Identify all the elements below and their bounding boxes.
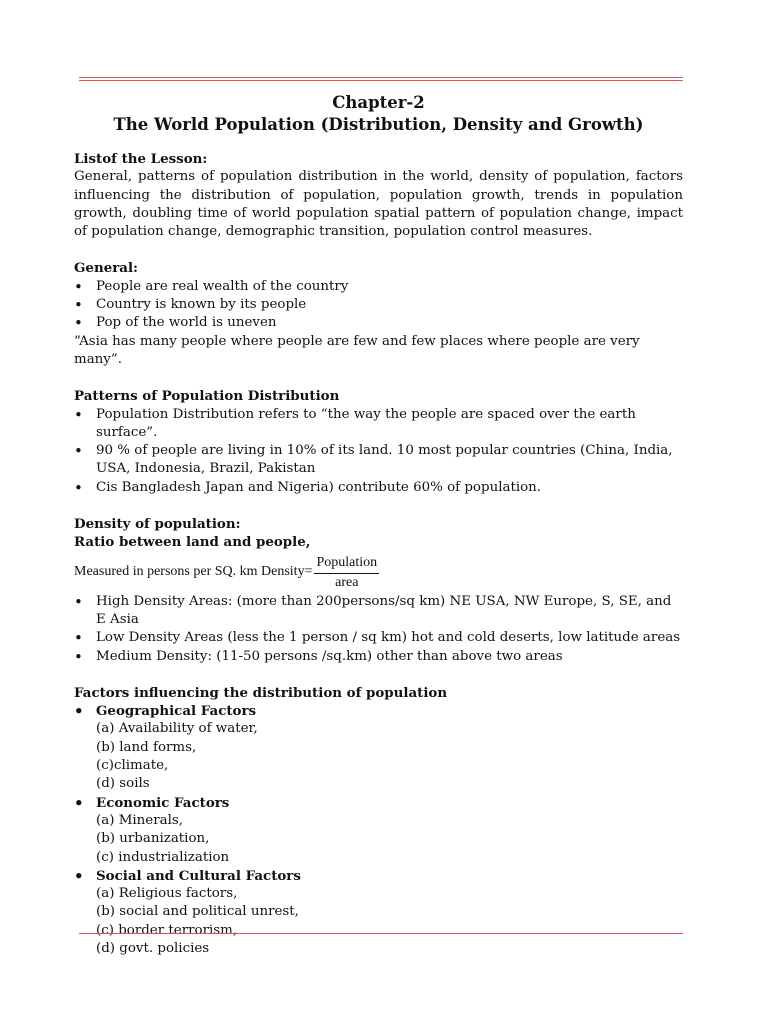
patterns-heading: Patterns of Population Distribution (74, 388, 340, 405)
factor-group-title: • Geographical Factors (74, 702, 683, 720)
list-item: (a) Religious factors, (96, 886, 238, 902)
factors-list-2 (74, 794, 683, 812)
list-item: (c) border terrorism, (96, 922, 238, 938)
patterns-list (74, 406, 683, 497)
chapter-number: Chapter-2 (332, 93, 425, 112)
lesson-text: General, patterns of population distribution in the world, density of population, factors influencing the distribution of population, population growth, trends in population growth, doubling time of world population spatial pattern of population change, impact of population change, demographic transition, population control measures. (74, 169, 683, 240)
list-item: (a) Availability of water, (96, 721, 258, 737)
list-item: • Low Density Areas (less the 1 person / sq km) hot and cold deserts, low latitude areas (74, 629, 683, 647)
fraction-denominator: area (335, 574, 359, 590)
list-item: (b) urbanization, (96, 831, 210, 847)
factor-subitems (74, 885, 683, 958)
list-item: • Medium Density: (11-50 persons /sq.km) other than above two areas (74, 648, 683, 666)
list-item: • High Density Areas: (more than 200persons/sq km) NE USA, NW Europe, S, SE, and E Asia (74, 593, 683, 630)
general-quote: “Asia has many people where people are few and few places where people are very many”. (74, 333, 640, 367)
list-item: • Country is known by its people (74, 296, 683, 314)
density-formula (74, 553, 683, 593)
formula-equals: = (304, 564, 313, 580)
fraction-numerator: Population (314, 555, 379, 574)
general-heading: General: (74, 260, 138, 277)
density-heading: Density of population: (74, 516, 241, 533)
top-divider (79, 77, 683, 81)
factor-subitems (74, 812, 683, 867)
density-subheading: Ratio between land and people, (74, 534, 311, 551)
formula-prefix: Measured in persons per SQ. km Density (74, 564, 305, 580)
document-page (74, 92, 683, 958)
factors-list-3 (74, 867, 683, 885)
bottom-divider (79, 933, 683, 934)
list-item: (c) industrialization (96, 849, 230, 865)
list-item: (d) govt. policies (96, 940, 210, 956)
density-list (74, 593, 683, 666)
chapter-title: The World Population (Distribution, Density and Growth) (113, 115, 644, 134)
density-fraction (314, 555, 379, 591)
list-item: • Population Distribution refers to “the way the people are spaced over the earth surface”. (74, 406, 683, 443)
factors-list (74, 702, 683, 720)
factors-heading: Factors influencing the distribution of population (74, 684, 448, 701)
list-item: (a) Minerals, (96, 812, 184, 828)
list-item: • Pop of the world is uneven (74, 314, 683, 332)
factor-subitems (74, 720, 683, 793)
lesson-heading: Listof the Lesson: (74, 151, 208, 167)
general-list (74, 278, 683, 333)
list-item: • 90 % of people are living in 10% of its land. 10 most popular countries (China, India, USA, Indonesia, Brazil, Pakistan (74, 442, 683, 479)
factor-group-title: • Social and Cultural Factors (74, 867, 683, 885)
factor-group-title: • Economic Factors (74, 794, 683, 812)
list-item: (b) social and political unrest, (96, 904, 299, 920)
list-item: (b) land forms, (96, 739, 197, 755)
list-item: • Cis Bangladesh Japan and Nigeria) contribute 60% of population. (74, 479, 683, 497)
list-item: • People are real wealth of the country (74, 278, 683, 296)
list-item: (d) soils (96, 776, 150, 792)
list-item: (c)climate, (96, 758, 169, 774)
